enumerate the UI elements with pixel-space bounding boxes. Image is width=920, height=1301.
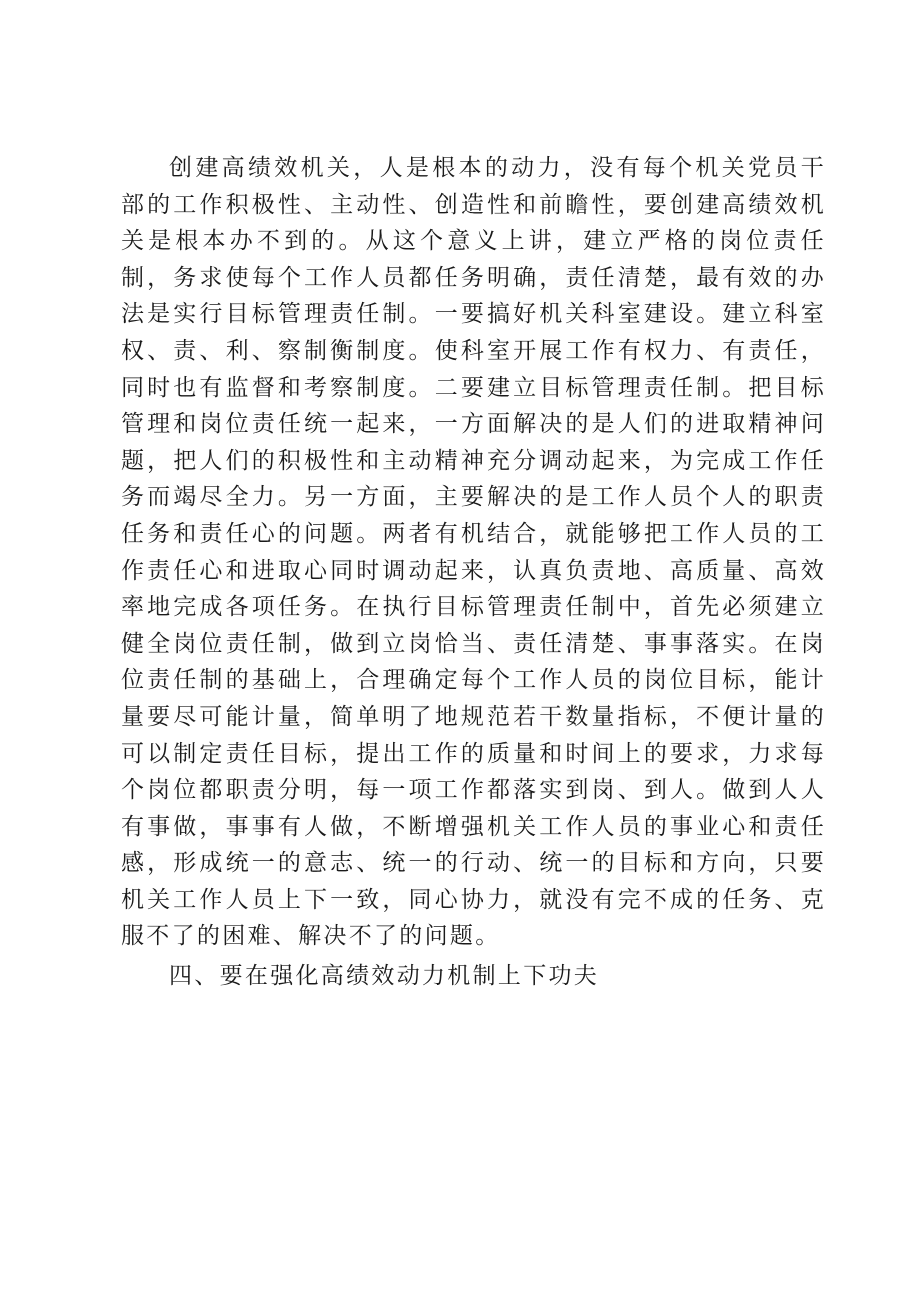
- body-paragraph: 创建高绩效机关，人是根本的动力，没有每个机关党员干部的工作积极性、主动性、创造性和前瞻性，要创建高绩效机关是根本办不到的。从这个意义上讲，建立严格的岗位责任制，务求使每个工作人员都任务明确，责任清楚，最有效的办法是实行目标管理责任制。一要搞好机关科室建设。建立科室权、责、利、察制衡制度。使科室开展工作有权力、有责任，同时也有监督和考察制度。二要建立目标管理责任制。把目标管理和岗位责任统一起来，一方面解决的是人们的进取精神问题，把人们的积极性和主动精神充分调动起来，为完成工作任务而竭尽全力。另一方面，主要解决的是工作人员个人的职责任务和责任心的问题。两者有机结合，就能够把工作人员的工作责任心和进取心同时调动起来，认真负责地、高质量、高效率地完成各项任务。在执行目标管理责任制中，首先必须建立健全岗位责任制，做到立岗恰当、责任清楚、事事落实。在岗位责任制的基础上，合理确定每个工作人员的岗位目标，能计量要尽可能计量，简单明了地规范若干数量指标，不便计量的可以制定责任目标，提出工作的质量和时间上的要求，力求每个岗位都职责分明，每一项工作都落实到岗、到人。做到人人有事做，事事有人做，不断增强机关工作人员的事业心和责任感，形成统一的意志、统一的行动、统一的目标和方向，只要机关工作人员上下一致，同心协力，就没有完不成的任务、克服不了的困难、解决不了的问题。: [121, 155, 826, 950]
- document-body: [121, 150, 826, 995]
- section-heading: 四、要在强化高绩效动力机制上下功夫: [169, 963, 600, 990]
